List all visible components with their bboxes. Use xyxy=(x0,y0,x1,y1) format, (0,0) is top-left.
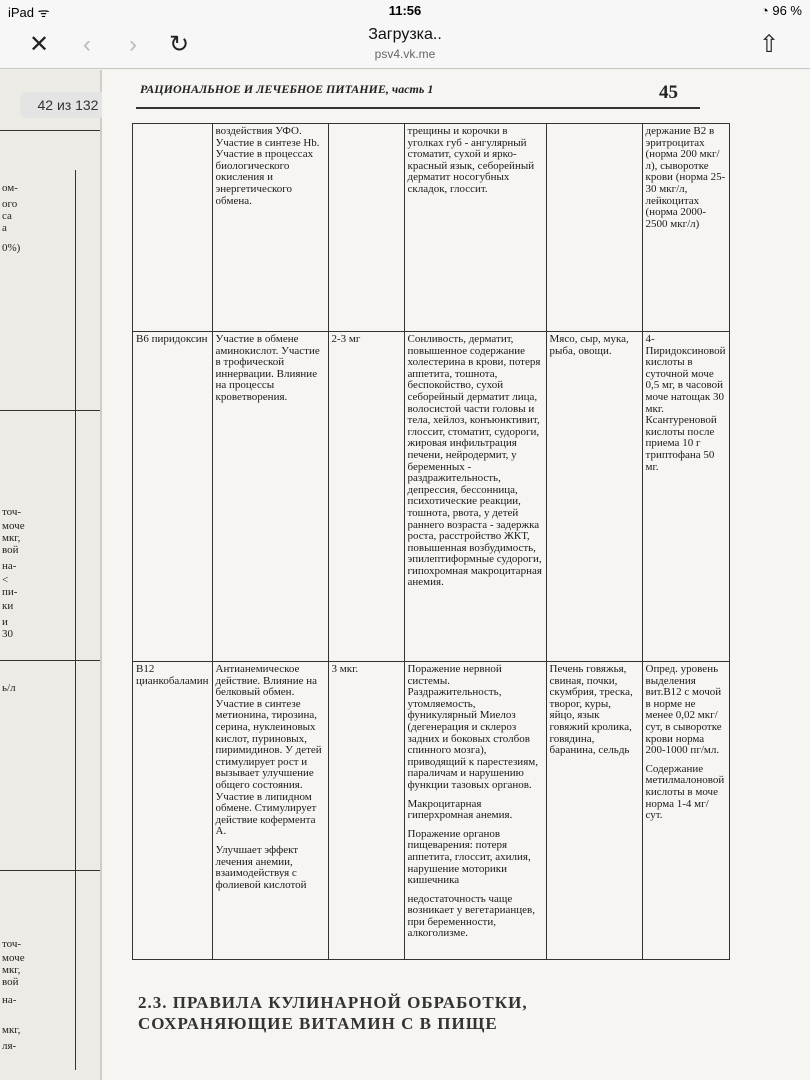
left-page-fragment: 0%) xyxy=(2,242,21,254)
book-page xyxy=(102,70,810,1080)
page-counter: 42 из 132 xyxy=(20,92,116,118)
dose-cell xyxy=(328,662,404,960)
cell-paragraph: Антианемическое действие. Влияние на белковый обмен. Участие в синтезе метионина, тирозина, серина, нуклеиновых кислот, пуриновых, пиримидинов. У детей стимулирует рост и вызывает улучшение общего состояния. Участие в липидном обмене. Стимулирует действие кофермента А. xyxy=(215,663,322,838)
role-cell xyxy=(212,662,328,960)
table-row xyxy=(133,124,730,332)
deficiency-cell xyxy=(404,124,546,332)
divider xyxy=(0,410,100,411)
vitamin-name-cell xyxy=(133,662,213,960)
cell-paragraph: недостаточность чаще возникает у вегетарианцев, при беременности, алкоголизме. xyxy=(407,892,535,940)
cell-paragraph: Макроцитарная гиперхромная анемия. xyxy=(407,797,513,822)
cell-paragraph: Участие в обмене аминокислот. Участие в трофической иннервации. Влияние на процессы кроветворения. xyxy=(215,333,320,403)
deficiency-cell xyxy=(404,662,546,960)
table-row xyxy=(133,332,730,662)
cell-text: Мясо, сыр, мука, рыба, овощи. xyxy=(549,333,629,357)
close-icon[interactable]: ✕ xyxy=(28,31,50,58)
left-page-fragment: ки xyxy=(2,600,14,612)
status-left: iPad ᯤ xyxy=(8,5,50,20)
dose-cell xyxy=(328,332,404,662)
left-page-fragment: точ- xyxy=(2,506,22,518)
divider xyxy=(75,170,76,1070)
role-cell xyxy=(212,332,328,662)
divider xyxy=(0,660,100,661)
left-page-fragment: са xyxy=(2,210,12,222)
left-page-fragment: мкг, xyxy=(2,532,21,544)
reload-icon[interactable]: ↻ xyxy=(168,31,190,58)
cell-paragraph: 4-Пиридоксиновой кислоты в суточной моче 0,5 мг, в часовой моче натощак 30 мкг. Ксантуреновой кислоты после приема 10 г триптофана 50 мг. xyxy=(645,333,726,473)
left-page-fragment: ля- xyxy=(2,1040,17,1052)
page-title: Загрузка.. xyxy=(368,26,442,43)
cell-paragraph: трещины и корочки в уголках губ - ангулярный стоматит, сухой и ярко-красный язык, себорейный дерматит носогубных складок, глоссит. xyxy=(407,125,535,195)
vitamin-table xyxy=(132,123,730,960)
sources-cell xyxy=(546,662,642,960)
page-number: 45 xyxy=(659,82,678,103)
left-page-fragment: на- xyxy=(2,560,17,572)
cell-text: B12 цианкобаламин xyxy=(136,663,209,687)
sources-cell xyxy=(546,124,642,332)
cell-paragraph: Опред. уровень выделения вит.B12 с мочой в норме не менее 0,02 мкг/сут, в сыворотке крови норма 200-1000 пг/мл. xyxy=(645,663,722,757)
cell-paragraph: Поражение органов пищеварения: потеря аппетита, глоссит, ахилия, нарушение моторики кишечника xyxy=(407,827,531,887)
cell-text: B6 пиридоксин xyxy=(136,333,208,345)
left-page-fragment: ом- xyxy=(2,182,18,194)
left-page-fragment: а xyxy=(2,222,7,234)
previous-page-edge xyxy=(0,70,102,1080)
cell-paragraph: воздействия УФО. Участие в синтезе Hb. Участие в процессах биологического окисления и энергетического обмена. xyxy=(215,125,320,207)
sources-cell xyxy=(546,332,642,662)
dose-cell xyxy=(328,124,404,332)
left-page-fragment: точ- xyxy=(2,938,22,950)
left-page-fragment: 30 xyxy=(2,628,13,640)
browser-toolbar xyxy=(0,22,810,69)
cell-text: 2-3 мг xyxy=(331,333,361,345)
status-bar xyxy=(0,0,810,22)
left-page-fragment: мкг, xyxy=(2,964,21,976)
deficiency-cell xyxy=(404,332,546,662)
divider xyxy=(0,130,100,131)
cell-paragraph: Поражение нервной системы. Раздражительность, утомляемость, фуникулярный Миелоз (дегенерация и склероз задних и боковых столбов спинного мозга), приводящий к парестезиям, параличам и нарушению функции тазовых органов. xyxy=(407,663,538,791)
vitamin-name-cell xyxy=(133,332,213,662)
section-title: 2.3. ПРАВИЛА КУЛИНАРНОЙ ОБРАБОТКИ, СОХРАНЯЮЩИЕ ВИТАМИН С В ПИЩЕ xyxy=(138,993,528,1033)
cell-paragraph: Сонливость, дерматит, повышенное содержание холестерина в крови, потеря аппетита, тошнота, беспокойство, сухой себорейный дерматит лица, волосистой части головы и тела, хейлоз, конъюнктивит, глоссит, стоматит, судороги, жировая инфильтрация печени, нейродермит, у беременных - раздражительность, депрессия, бессонница, психотические реакции, тошнота, рвота, у детей раннего возраста - задержка роста, расстройство ЖКТ, повышенная возбудимость, эпилептиформные судороги, гипохромная макроцитарная анемия. xyxy=(407,333,542,589)
left-page-fragment: мкг, xyxy=(2,1024,21,1036)
share-icon[interactable]: ⇧ xyxy=(758,31,780,58)
left-page-fragment: моче xyxy=(2,520,25,532)
cell-paragraph: держание B2 в эритроцитах (норма 200 мкг/л), сыворотке крови (норма 25-30 мкг/л, лейкоцитах (норма 2000-2500 мкг/л) xyxy=(645,125,726,230)
header-rule xyxy=(136,107,700,109)
left-page-fragment: вой xyxy=(2,544,19,556)
running-header: РАЦИОНАЛЬНОЕ И ЛЕЧЕБНОЕ ПИТАНИЕ, часть 1 xyxy=(140,82,434,96)
status-time: 11:56 xyxy=(388,3,422,18)
left-page-fragment: ь/л xyxy=(2,682,16,694)
assessment-cell xyxy=(642,332,729,662)
forward-icon[interactable]: › xyxy=(129,31,137,58)
left-page-fragment: на- xyxy=(2,994,17,1006)
cell-paragraph: Содержание метилмалоновой кислоты в моче норма 1-4 мг/сут. xyxy=(645,762,725,822)
assessment-cell xyxy=(642,662,729,960)
cell-text: 3 мкг. xyxy=(331,663,359,675)
cell-paragraph: Улучшает эффект лечения анемии, взаимодействуя с фолиевой кислотой xyxy=(215,843,307,891)
left-page-fragment: и xyxy=(2,616,8,628)
left-page-fragment: < xyxy=(2,574,9,586)
cell-text: Печень говяжья, свиная, почки, скумбрия, треска, творог, куры, яйцо, язык говяжий кролика, говядина, баранина, сельдь xyxy=(549,663,633,757)
left-page-fragment: вой xyxy=(2,976,19,988)
left-page-fragment: ого xyxy=(2,198,18,210)
role-cell xyxy=(212,124,328,332)
vitamin-name-cell xyxy=(133,124,213,332)
back-icon[interactable]: ‹ xyxy=(83,31,91,58)
table-row xyxy=(133,662,730,960)
assessment-cell xyxy=(642,124,729,332)
divider xyxy=(0,870,100,871)
left-page-fragment: моче xyxy=(2,952,25,964)
url-label[interactable]: psv4.vk.me xyxy=(374,47,436,61)
status-battery: ◔ 96 % xyxy=(760,3,802,18)
left-page-fragment: пи- xyxy=(2,586,18,598)
